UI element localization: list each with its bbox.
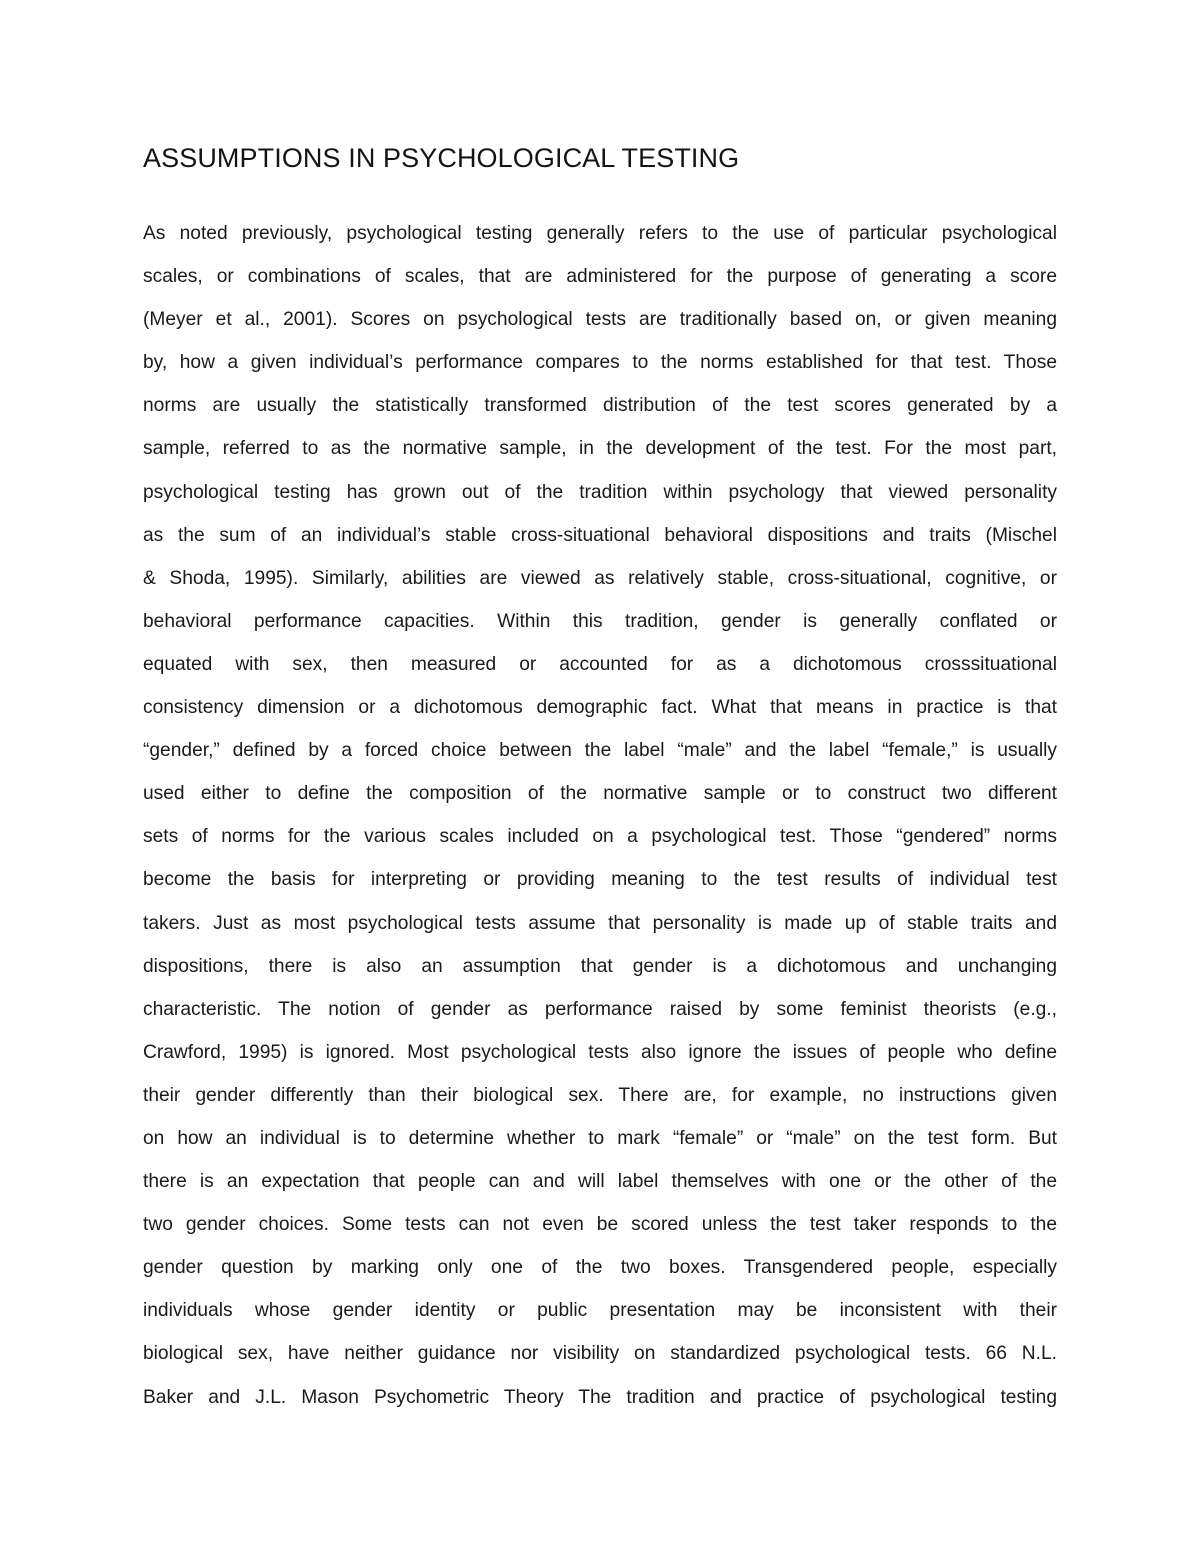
text-line: dispositions, there is also an assumption that gender is a dichotomous and unchanging bbox=[143, 955, 1057, 977]
text-line: psychological testing has grown out of the tradition within psychology that viewed personality bbox=[143, 481, 1057, 503]
text-line: there is an expectation that people can and will label themselves with one or the other of the bbox=[143, 1171, 1057, 1193]
text-line: sets of norms for the various scales included on a psychological test. Those “gendered” norms bbox=[143, 826, 1057, 848]
text-line: used either to define the composition of the normative sample or to construct two different bbox=[143, 783, 1057, 805]
text-line: on how an individual is to determine whether to mark “female” or “male” on the test form. But bbox=[143, 1127, 1057, 1149]
text-line: their gender differently than their biological sex. There are, for example, no instructions given bbox=[143, 1084, 1057, 1106]
text-line: characteristic. The notion of gender as performance raised by some feminist theorists (e.g., bbox=[143, 998, 1057, 1020]
text-line: sample, referred to as the normative sample, in the development of the test. For the most part, bbox=[143, 438, 1057, 460]
text-line: norms are usually the statistically transformed distribution of the test scores generated by a bbox=[143, 395, 1057, 417]
text-line: as the sum of an individual’s stable cross-situational behavioral dispositions and traits (Mischel bbox=[143, 524, 1057, 546]
text-line: As noted previously, psychological testing generally refers to the use of particular psychological bbox=[143, 223, 1057, 244]
page-title: ASSUMPTIONS IN PSYCHOLOGICAL TESTING bbox=[143, 143, 740, 173]
text-line: Crawford, 1995) is ignored. Most psychological tests also ignore the issues of people who define bbox=[143, 1041, 1057, 1063]
text-line: become the basis for interpreting or providing meaning to the test results of individual test bbox=[143, 869, 1057, 891]
text-line: behavioral performance capacities. Within this tradition, gender is generally conflated or bbox=[143, 610, 1057, 632]
body-text bbox=[143, 212, 1057, 1419]
text-line: by, how a given individual’s performance compares to the norms established for that test. Those bbox=[143, 352, 1057, 374]
text-line: Baker and J.L. Mason Psychometric Theory The tradition and practice of psychological testing bbox=[143, 1386, 1057, 1408]
text-line: individuals whose gender identity or public presentation may be inconsistent with their bbox=[143, 1300, 1057, 1322]
text-line: & Shoda, 1995). Similarly, abilities are viewed as relatively stable, cross-situational, cognitive, or bbox=[143, 567, 1057, 589]
text-line: takers. Just as most psychological tests assume that personality is made up of stable traits and bbox=[143, 912, 1057, 934]
text-line: gender question by marking only one of the two boxes. Transgendered people, especially bbox=[143, 1257, 1057, 1279]
text-line: “gender,” defined by a forced choice between the label “male” and the label “female,” is usually bbox=[143, 740, 1057, 762]
text-line: equated with sex, then measured or accounted for as a dichotomous crosssituational bbox=[143, 653, 1057, 675]
text-line: biological sex, have neither guidance nor visibility on standardized psychological tests. 66 N.L. bbox=[143, 1343, 1057, 1365]
text-line: (Meyer et al., 2001). Scores on psychological tests are traditionally based on, or given meaning bbox=[143, 309, 1057, 331]
text-line: two gender choices. Some tests can not even be scored unless the test taker responds to the bbox=[143, 1214, 1057, 1236]
text-line: consistency dimension or a dichotomous demographic fact. What that means in practice is that bbox=[143, 697, 1057, 719]
text-line: scales, or combinations of scales, that are administered for the purpose of generating a score bbox=[143, 266, 1057, 288]
